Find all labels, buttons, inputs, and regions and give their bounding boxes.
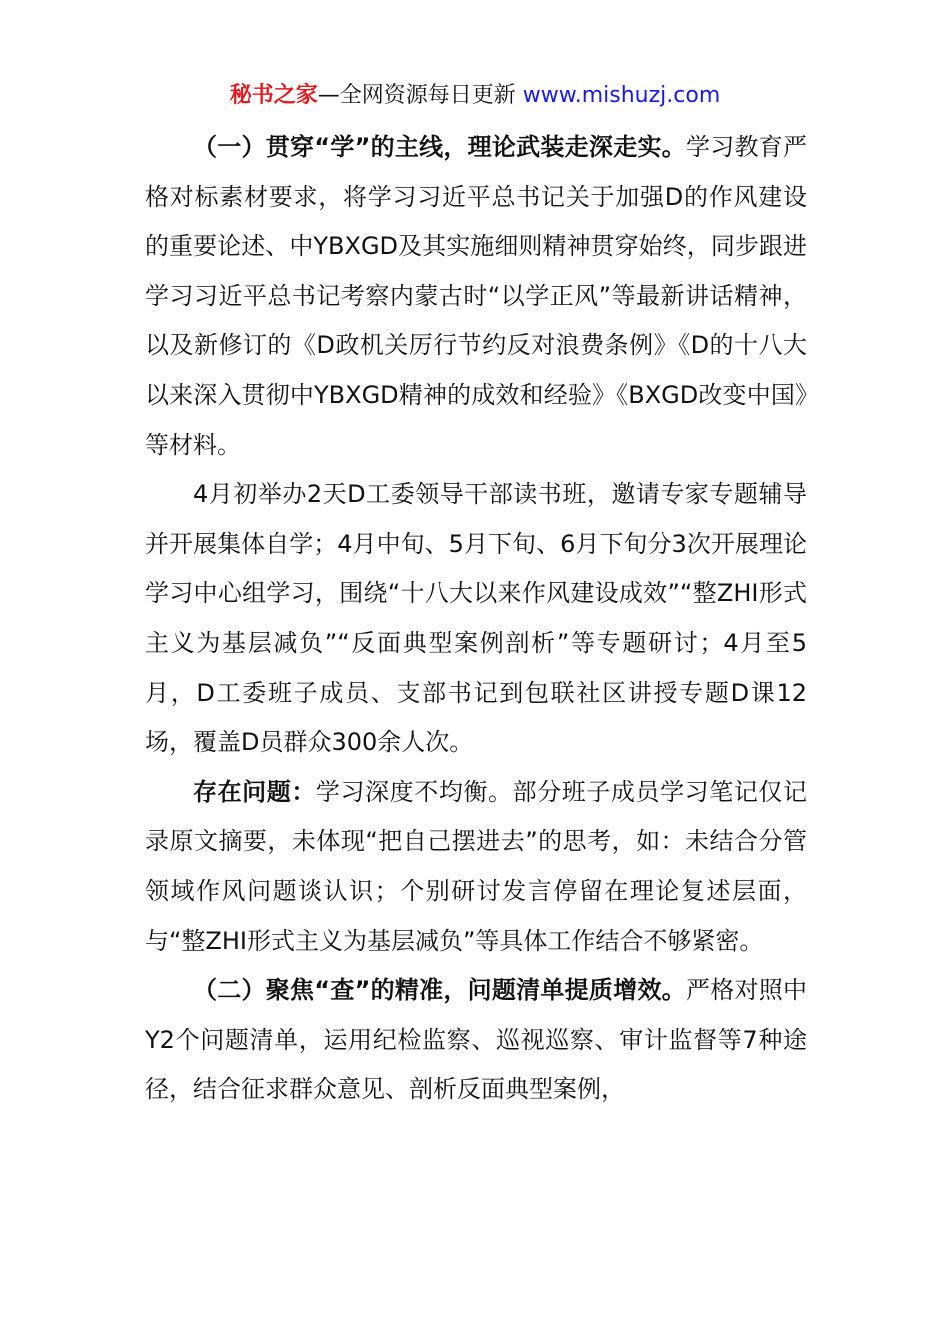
problems-text: 学习深度不均衡。部分班子成员学习笔记仅记录原文摘要，未体现“把自己摆进去”的思考，如：未结合分管领域作风问题谈认识；个别研讨发言停留在理论复述层面，与“整ZHI形式主义为基层减负”等具体工作结合不够紧密。 [145, 777, 808, 955]
document-body [145, 123, 807, 1115]
section-1-heading: （一）贯穿“学”的主线，理论武装走深走实。 [193, 133, 686, 161]
section-2-text: 严格对照中Y2个问题清单，运用纪检监察、巡视巡察、审计监督等7种途径，结合征求群众意见、剖析反面典型案例， [145, 976, 808, 1104]
section-1-text: 学习教育严格对标素材要求，将学习习近平总书记关于加强D的作风建设的重要论述、中YBXGD及其实施细则精神贯穿始终，同步跟进学习习近平总书记考察内蒙古时“以学正风”等最新讲话精神，以及新修订的《D政机关厉行节约反对浪费条例》《D的十八大以来深入贯彻中YBXGD精神的成效和经验》《BXGD改变中国》等材料。 [145, 133, 808, 459]
header-url[interactable]: www.mishuzj.com [522, 83, 721, 108]
section-1-paragraph [145, 123, 807, 470]
page-header [0, 80, 950, 112]
problems-label: 存在问题： [193, 777, 316, 806]
header-tagline: —全网资源每日更新 [317, 83, 516, 108]
section-2-paragraph [145, 966, 807, 1115]
paragraph-2: 4月初举办2天D工委领导干部读书班，邀请专家专题辅导并开展集体自学；4月中旬、5月下旬、6月下旬分3次开展理论学习中心组学习，围绕“十八大以来作风建设成效”“整ZHI形式主义为基层减负”“反面典型案例剖析”等专题研讨；4月至5月，D工委班子成员、支部书记到包联社区讲授专题D课12场，覆盖D员群众300余人次。 [145, 480, 807, 757]
section-2-heading: （二）聚焦“查”的精准，问题清单提质增效。 [193, 976, 686, 1005]
problems-paragraph [145, 768, 807, 966]
header-brand: 秘书之家 [229, 83, 318, 108]
